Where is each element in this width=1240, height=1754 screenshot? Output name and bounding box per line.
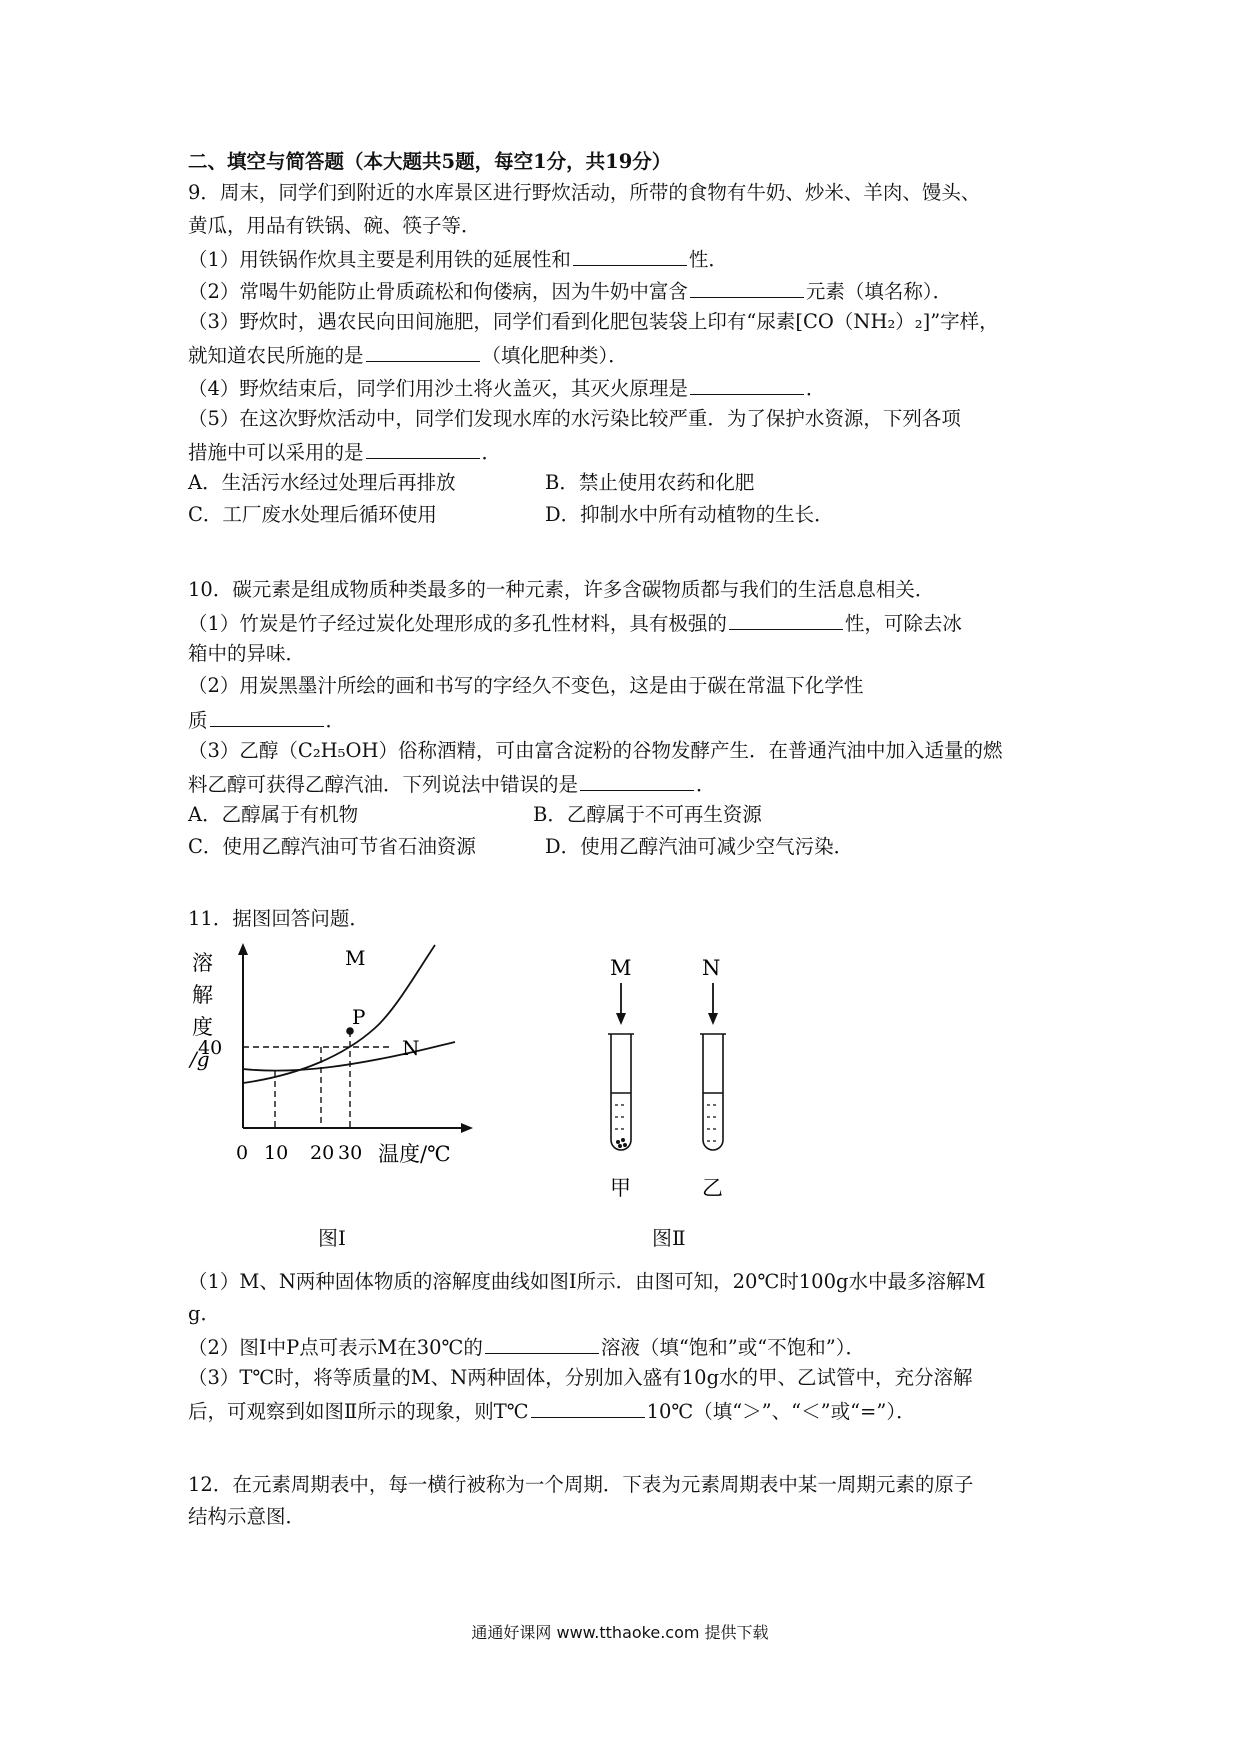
figure-2-caption: 图Ⅱ bbox=[652, 1226, 686, 1250]
q10-option-d: D．使用乙醇汽油可减少空气污染． bbox=[545, 835, 854, 858]
q9-part-4: （4）野炊结束后，同学们用沙土将火盖灭，其灭火原理是 ． bbox=[188, 372, 825, 404]
q9-part-1: （1）用铁锅作炊具主要是利用铁的延展性和 性． bbox=[188, 243, 728, 275]
answer-blank[interactable] bbox=[366, 436, 480, 459]
q11-part-1-line-1: （1）M、N两种固体物质的溶解度曲线如图Ⅰ所示．由图可知，20℃时100g水中最多溶解M bbox=[188, 1270, 986, 1293]
tube-left bbox=[611, 1034, 631, 1150]
answer-blank[interactable] bbox=[729, 607, 843, 630]
q10-option-c: C．使用乙醇汽油可节省石油资源 bbox=[188, 835, 476, 858]
figure-1-caption: 图Ⅰ bbox=[318, 1226, 346, 1250]
q11-stem: 11．据图回答问题． bbox=[188, 907, 369, 930]
curve-n-label: N bbox=[402, 1036, 420, 1060]
q10-part-1-line-2: 箱中的异味． bbox=[188, 642, 306, 665]
undissolved-solid bbox=[623, 1143, 627, 1147]
section-title: 二、填空与简答题（本大题共5题，每空1分，共19分） bbox=[188, 150, 672, 173]
x-tick-label: 30 bbox=[338, 1142, 363, 1164]
undissolved-solid bbox=[621, 1138, 625, 1142]
q10-option-a: A．乙醇属于有机物 bbox=[188, 803, 359, 826]
q10-part-2-line-2: 质 ． bbox=[188, 704, 345, 736]
q9-option-d: D．抑制水中所有动植物的生长． bbox=[545, 503, 834, 526]
tube-left-top-label: M bbox=[610, 956, 632, 980]
q11-part-3-line-2: 后，可观察到如图Ⅱ所示的现象，则T℃ 10℃（填“＞”、“＜”或“=”）． bbox=[188, 1395, 916, 1427]
q11-part-1-line-2: g． bbox=[188, 1302, 220, 1325]
q9-option-b: B．禁止使用农药和化肥 bbox=[545, 471, 755, 494]
q10-part-1-line-1: （1）竹炭是竹子经过炭化处理形成的多孔性材料，具有极强的 性，可除去冰 bbox=[188, 607, 962, 639]
y-axis-label-char: /g bbox=[190, 1047, 210, 1071]
answer-blank[interactable] bbox=[366, 339, 480, 362]
q9-part-5-line-1: （5）在这次野炊活动中，同学们发现水库的水污染比较严重．为了保护水资源，下列各项 bbox=[188, 407, 961, 430]
q9-part-5-line-2: 措施中可以采用的是 ． bbox=[188, 436, 501, 468]
tube-right-top-label: N bbox=[702, 956, 721, 980]
q10-part-3-line-2: 料乙醇可获得乙醇汽油．下列说法中错误的是 ． bbox=[188, 768, 716, 800]
y-tick-label: 40 bbox=[198, 1037, 223, 1059]
undissolved-solid bbox=[618, 1144, 622, 1148]
x-axis-arrow bbox=[461, 1123, 473, 1133]
answer-blank[interactable] bbox=[690, 372, 804, 395]
q9-stem-line-1: 9．周末，同学们到附近的水库景区进行野炊活动，所带的食物有牛奶、炒米、羊肉、馒头、 bbox=[188, 181, 981, 204]
q10-stem: 10．碳元素是组成物质种类最多的一种元素，许多含碳物质都与我们的生活息息相关． bbox=[188, 578, 935, 601]
y-axis-arrow bbox=[238, 943, 248, 955]
q9-part-3-line-1: （3）野炊时，遇农民向田间施肥，同学们看到化肥包装袋上印有“尿素[CO（NH₂）₂]”字样， bbox=[188, 310, 999, 333]
q9-part-2: （2）常喝牛奶能防止骨质疏松和佝偻病，因为牛奶中富含 元素（填名称）． bbox=[188, 275, 952, 307]
answer-blank[interactable] bbox=[690, 275, 804, 298]
curve-m-label: M bbox=[345, 946, 366, 970]
answer-blank[interactable] bbox=[210, 704, 324, 727]
tube-left-name: 甲 bbox=[610, 1176, 631, 1200]
q9-option-c: C．工厂废水处理后循环使用 bbox=[188, 503, 437, 526]
solubility-curve-figure bbox=[180, 935, 500, 1175]
answer-blank[interactable] bbox=[580, 768, 694, 791]
arrow-head-left bbox=[616, 1013, 626, 1025]
q10-option-b: B．乙醇属于不可再生资源 bbox=[533, 803, 762, 826]
q12-line-1: 12．在元素周期表中，每一横行被称为一个周期．下表为元素周期表中某一周期元素的原子 bbox=[188, 1473, 974, 1496]
q10-part-3-line-1: （3）乙醇（C₂H₅OH）俗称酒精，可由富含淀粉的谷物发酵产生．在普通汽油中加入适量的燃 bbox=[188, 739, 1003, 762]
x-axis-label: 温度/℃ bbox=[378, 1142, 451, 1166]
q11-part-3-line-1: （3）T℃时，将等质量的M、N两种固体，分别加入盛有10g水的甲、乙试管中，充分溶解 bbox=[188, 1366, 973, 1389]
x-tick-label: 10 bbox=[264, 1142, 289, 1164]
x-tick-label: 20 bbox=[310, 1142, 335, 1164]
y-axis-label-char: 解 bbox=[192, 983, 213, 1007]
curve-m bbox=[243, 945, 435, 1083]
q10-part-2-line-1: （2）用炭黑墨汁所绘的画和书写的字经久不变色，这是由于碳在常温下化学性 bbox=[188, 674, 864, 697]
q9-stem-line-2: 黄瓜，用品有铁锅、碗、筷子等． bbox=[188, 214, 481, 237]
tube-right-name: 乙 bbox=[702, 1176, 723, 1200]
arrow-head-right bbox=[708, 1013, 718, 1025]
tube-right bbox=[703, 1034, 723, 1150]
footer-watermark: 通通好课网 www.tthaoke.com 提供下载 bbox=[471, 1623, 769, 1642]
q11-part-2: （2）图Ⅰ中P点可表示M在30℃的 溶液（填“饱和”或“不饱和”）． bbox=[188, 1331, 865, 1363]
q12-line-2: 结构示意图． bbox=[188, 1505, 306, 1528]
point-p-label: P bbox=[352, 1005, 366, 1029]
q9-option-a: A．生活污水经过处理后再排放 bbox=[188, 471, 456, 494]
x-tick-label: 0 bbox=[236, 1142, 249, 1164]
y-axis-label-char: 度 bbox=[192, 1015, 213, 1039]
curve-n bbox=[243, 1042, 455, 1071]
answer-blank[interactable] bbox=[531, 1395, 645, 1418]
y-axis-label-char: 溶 bbox=[192, 951, 213, 975]
test-tube-figure bbox=[590, 945, 750, 1205]
undissolved-solid bbox=[616, 1140, 620, 1144]
q9-part-3-line-2: 就知道农民所施的是 （填化肥种类）． bbox=[188, 339, 628, 371]
answer-blank[interactable] bbox=[485, 1331, 599, 1354]
answer-blank[interactable] bbox=[573, 243, 687, 266]
